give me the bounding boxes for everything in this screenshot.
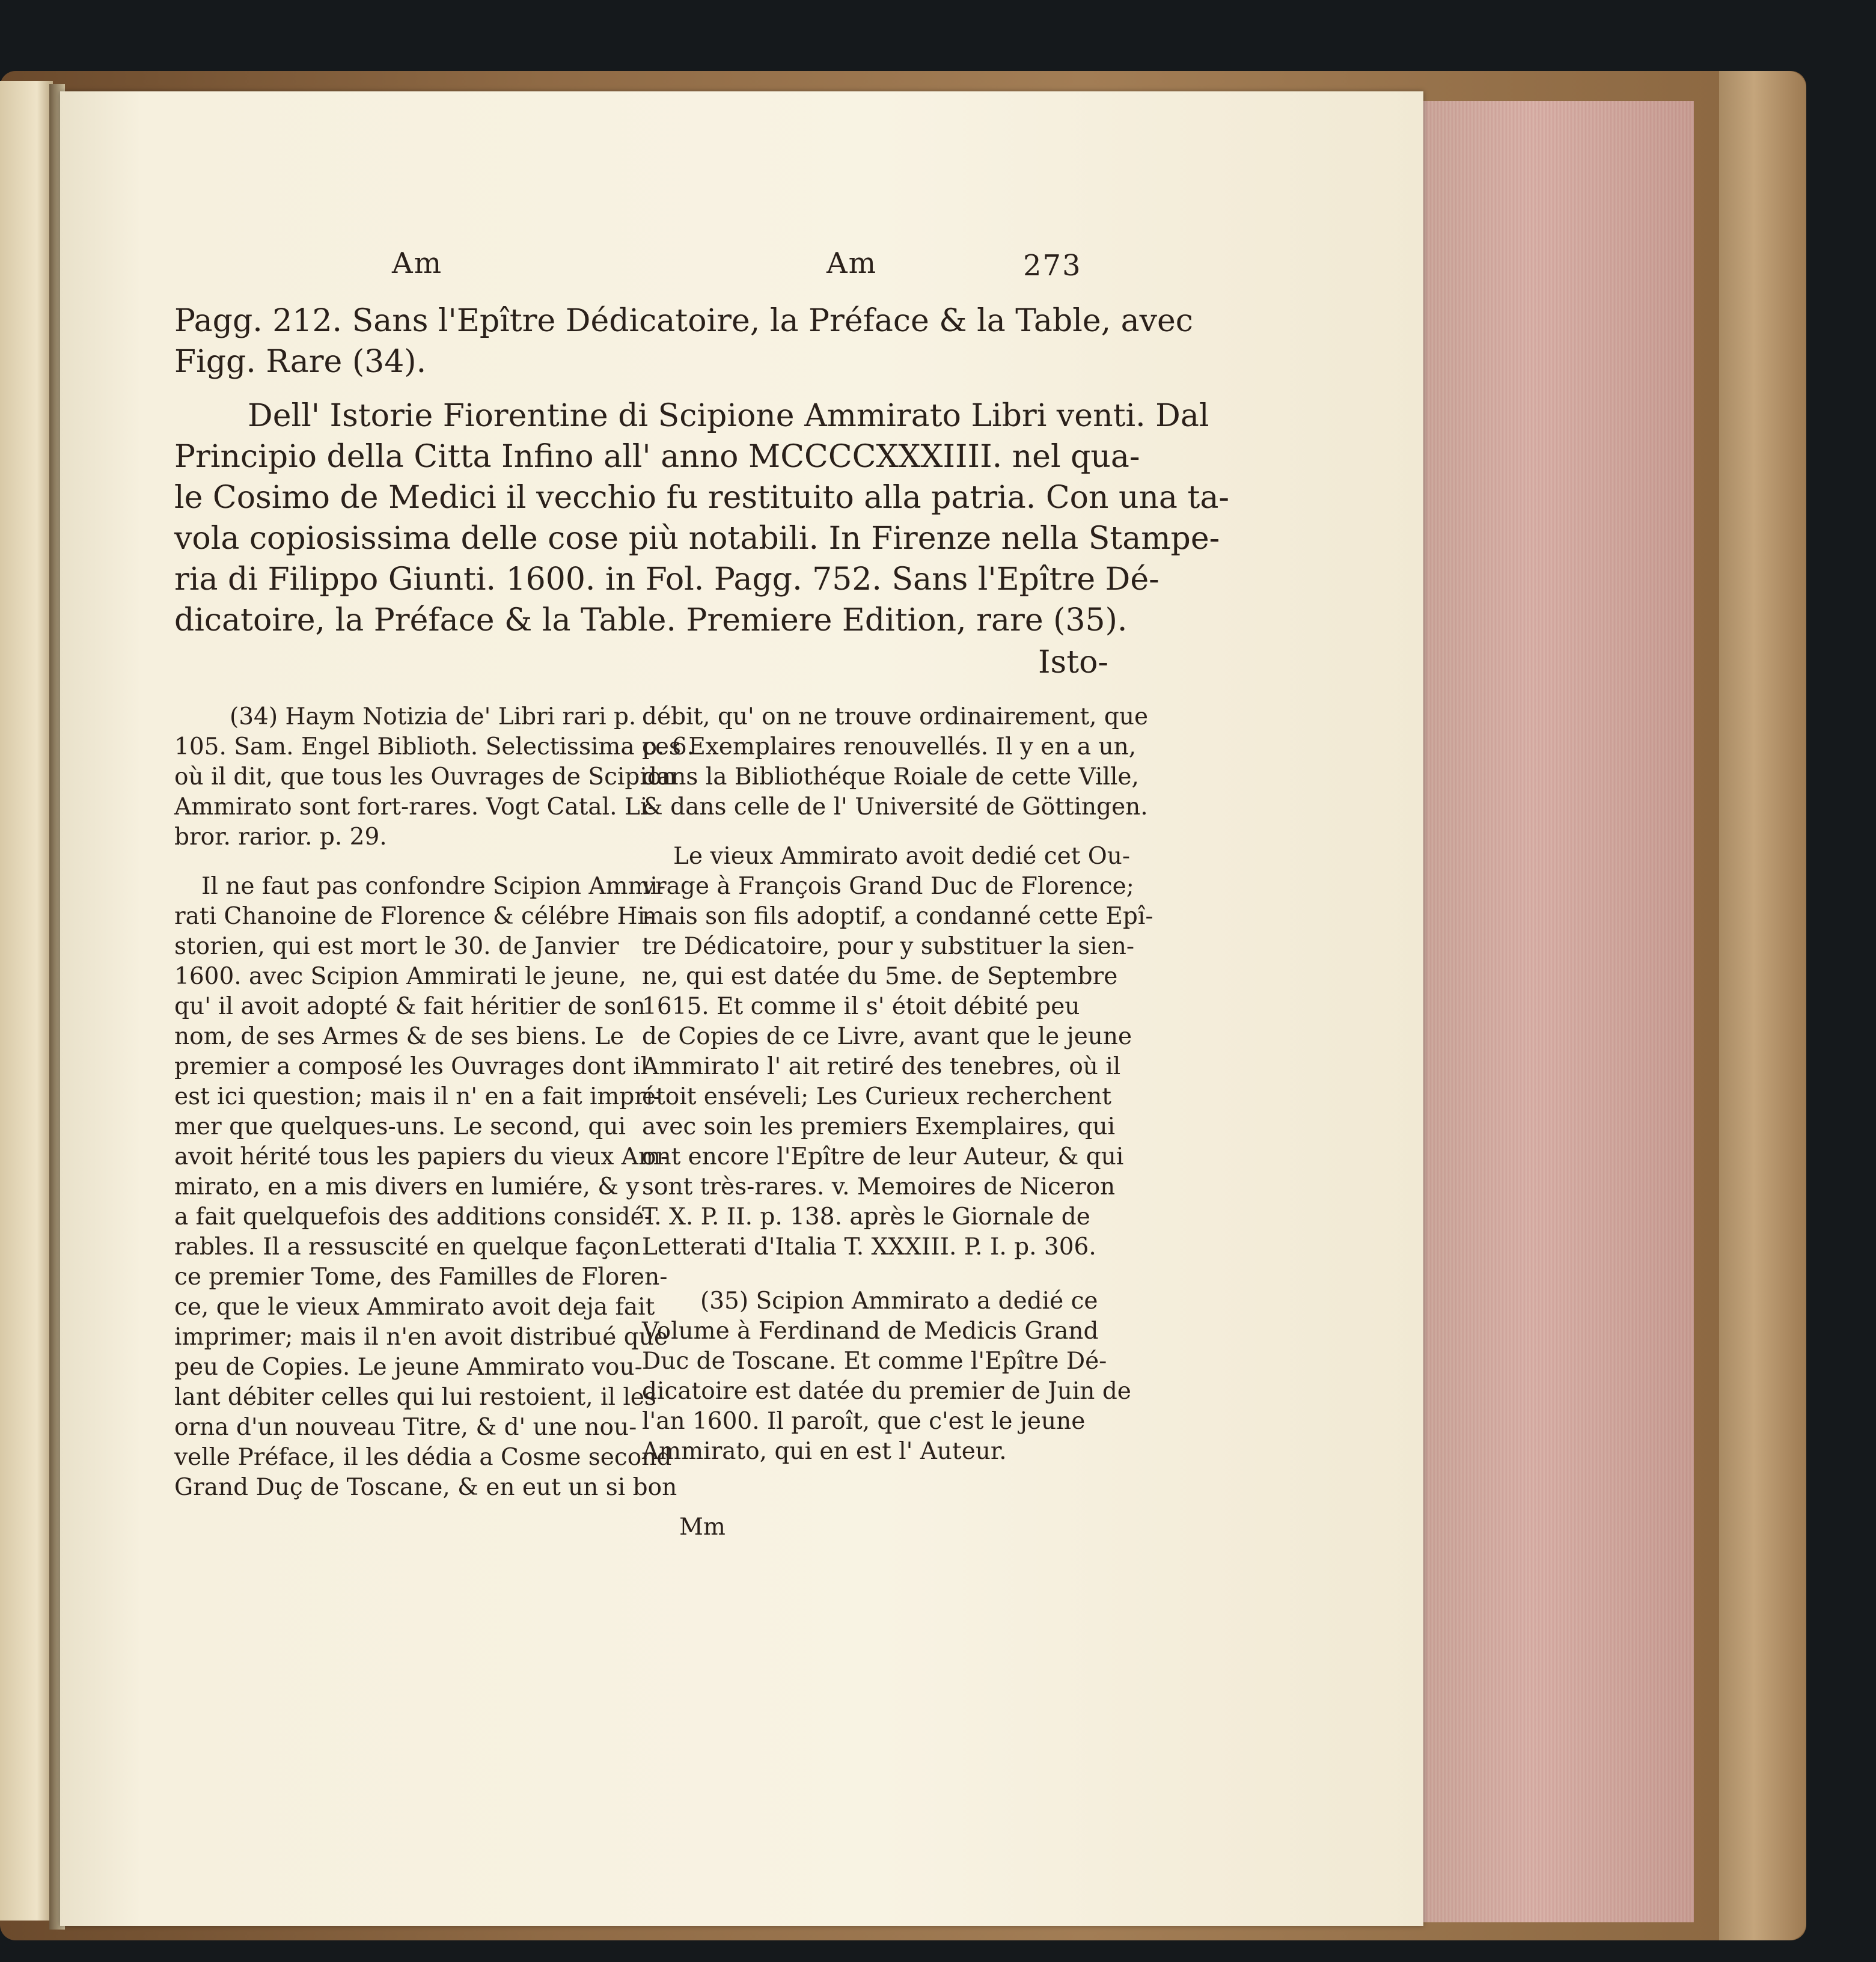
note-line: storien, qui est mort le 30. de Janvier (174, 933, 619, 960)
signature-mark: Mm (679, 1514, 726, 1541)
note-line: est ici question; mais il n' en a fait impri- (174, 1083, 661, 1110)
note-line: avec soin les premiers Exemplaires, qui (642, 1113, 1116, 1140)
running-head-center: Am (826, 246, 878, 280)
note-line: mirato, en a mis divers en lumiére, & y (174, 1173, 640, 1200)
note-line: 1615. Et comme il s' étoit débité peu (642, 993, 1080, 1020)
note-line: qu' il avoit adopté & fait héritier de son (174, 993, 646, 1020)
running-head-left: Am (392, 246, 443, 280)
note-line: Duc de Toscane. Et comme l'Epître Dé- (642, 1348, 1107, 1375)
note-line: T. X. P. II. p. 138. après le Giornale de (642, 1203, 1090, 1230)
note-line: 1600. avec Scipion Ammirati le jeune, (174, 963, 626, 990)
note-line: de Copies de ce Livre, avant que le jeune (642, 1023, 1132, 1050)
note-line: Grand Duç de Toscane, & en eut un si bon (174, 1474, 677, 1501)
note-line: ont encore l'Epître de leur Auteur, & qui (642, 1143, 1124, 1170)
note-line: premier a composé les Ouvrages dont il (174, 1053, 649, 1080)
note-line: ce premier Tome, des Familles de Floren- (174, 1264, 668, 1291)
page-number: 273 (1023, 249, 1082, 283)
note-line: sont très-rares. v. Memoires de Niceron (642, 1173, 1116, 1200)
note-line: peu de Copies. Le jeune Ammirato vou- (174, 1354, 643, 1381)
note-line: nom, de ses Armes & de ses biens. Le (174, 1023, 625, 1050)
note-line: tre Dédicatoire, pour y substituer la sien- (642, 933, 1134, 960)
note-line: Letterati d'Italia T. XXXIII. P. I. p. 306. (642, 1233, 1096, 1261)
note-line: bror. rarior. p. 29. (174, 824, 387, 851)
note-line: mer que quelques-uns. Le second, qui (174, 1113, 626, 1140)
note-line: mais son fils adoptif, a condanné cette Epî- (642, 903, 1153, 930)
note-line: & dans celle de l' Université de Göttingen. (642, 793, 1148, 821)
cover-edge (1719, 71, 1806, 1940)
main-line: le Cosimo de Medici il vecchio fu restituito alla patria. Con una ta- (174, 480, 1229, 516)
main-line: Dell' Istorie Fiorentine di Scipione Ammirato Libri venti. Dal (248, 398, 1209, 434)
note-line: orna d'un nouveau Titre, & d' une nou- (174, 1414, 637, 1441)
page-block-edge (1423, 101, 1694, 1922)
note-line: (35) Scipion Ammirato a dedié ce (700, 1288, 1098, 1315)
note-line: étoit enséveli; Les Curieux recherchent (642, 1083, 1111, 1110)
note-line: ce, que le vieux Ammirato avoit deja fait (174, 1294, 655, 1321)
note-line: rati Chanoine de Florence & célébre Hi- (174, 903, 653, 930)
note-line: Ammirato, qui en est l' Auteur. (642, 1438, 1007, 1465)
note-line: Volume à Ferdinand de Medicis Grand (642, 1318, 1099, 1345)
main-line: Figg. Rare (34). (174, 344, 427, 380)
main-line: dicatoire, la Préface & la Table. Premiere Edition, rare (35). (174, 602, 1128, 638)
printed-page (60, 91, 1423, 1926)
note-line: dans la Bibliothéque Roiale de cette Ville, (642, 763, 1139, 790)
main-line: Principio della Citta Infino all' anno MCCCCXXXIIII. nel qua- (174, 439, 1140, 475)
note-line: Ammirato l' ait retiré des tenebres, où il (642, 1053, 1121, 1080)
note-line: vrage à François Grand Duc de Florence; (642, 873, 1134, 900)
note-line: ne, qui est datée du 5me. de Septembre (642, 963, 1118, 990)
note-line: a fait quelquefois des additions considé- (174, 1203, 652, 1230)
note-line: (34) Haym Notizia de' Libri rari p. (230, 703, 637, 730)
note-line: l'an 1600. Il paroît, que c'est le jeune (642, 1408, 1086, 1435)
note-line: rables. Il a ressuscité en quelque façon (174, 1233, 641, 1261)
note-line: Il ne faut pas confondre Scipion Ammi- (201, 873, 666, 900)
left-page-edge (0, 81, 53, 1921)
main-line: Pagg. 212. Sans l'Epître Dédicatoire, la Préface & la Table, avec (174, 303, 1193, 339)
note-line: Ammirato sont fort-rares. Vogt Catal. Li- (174, 793, 656, 821)
note-line: 105. Sam. Engel Biblioth. Selectissima p. 6. (174, 733, 695, 760)
note-line: où il dit, que tous les Ouvrages de Scipion (174, 763, 677, 790)
note-line: ces Exemplaires renouvellés. Il y en a un, (642, 733, 1137, 760)
note-line: lant débiter celles qui lui restoient, il les (174, 1384, 656, 1411)
catchword: Isto- (1038, 644, 1108, 680)
note-line: avoit hérité tous les papiers du vieux Am- (174, 1143, 669, 1170)
main-line: ria di Filippo Giunti. 1600. in Fol. Pagg. 752. Sans l'Epître Dé- (174, 561, 1160, 597)
note-line: velle Préface, il les dédia a Cosme second (174, 1444, 672, 1471)
note-line: dicatoire est datée du premier de Juin de (642, 1378, 1131, 1405)
note-line: Le vieux Ammirato avoit dedié cet Ou- (673, 843, 1131, 870)
note-line: débit, qu' on ne trouve ordinairement, que (642, 703, 1149, 730)
main-line: vola copiosissima delle cose più notabili. In Firenze nella Stampe- (174, 521, 1220, 557)
note-line: imprimer; mais il n'en avoit distribué que (174, 1324, 668, 1351)
